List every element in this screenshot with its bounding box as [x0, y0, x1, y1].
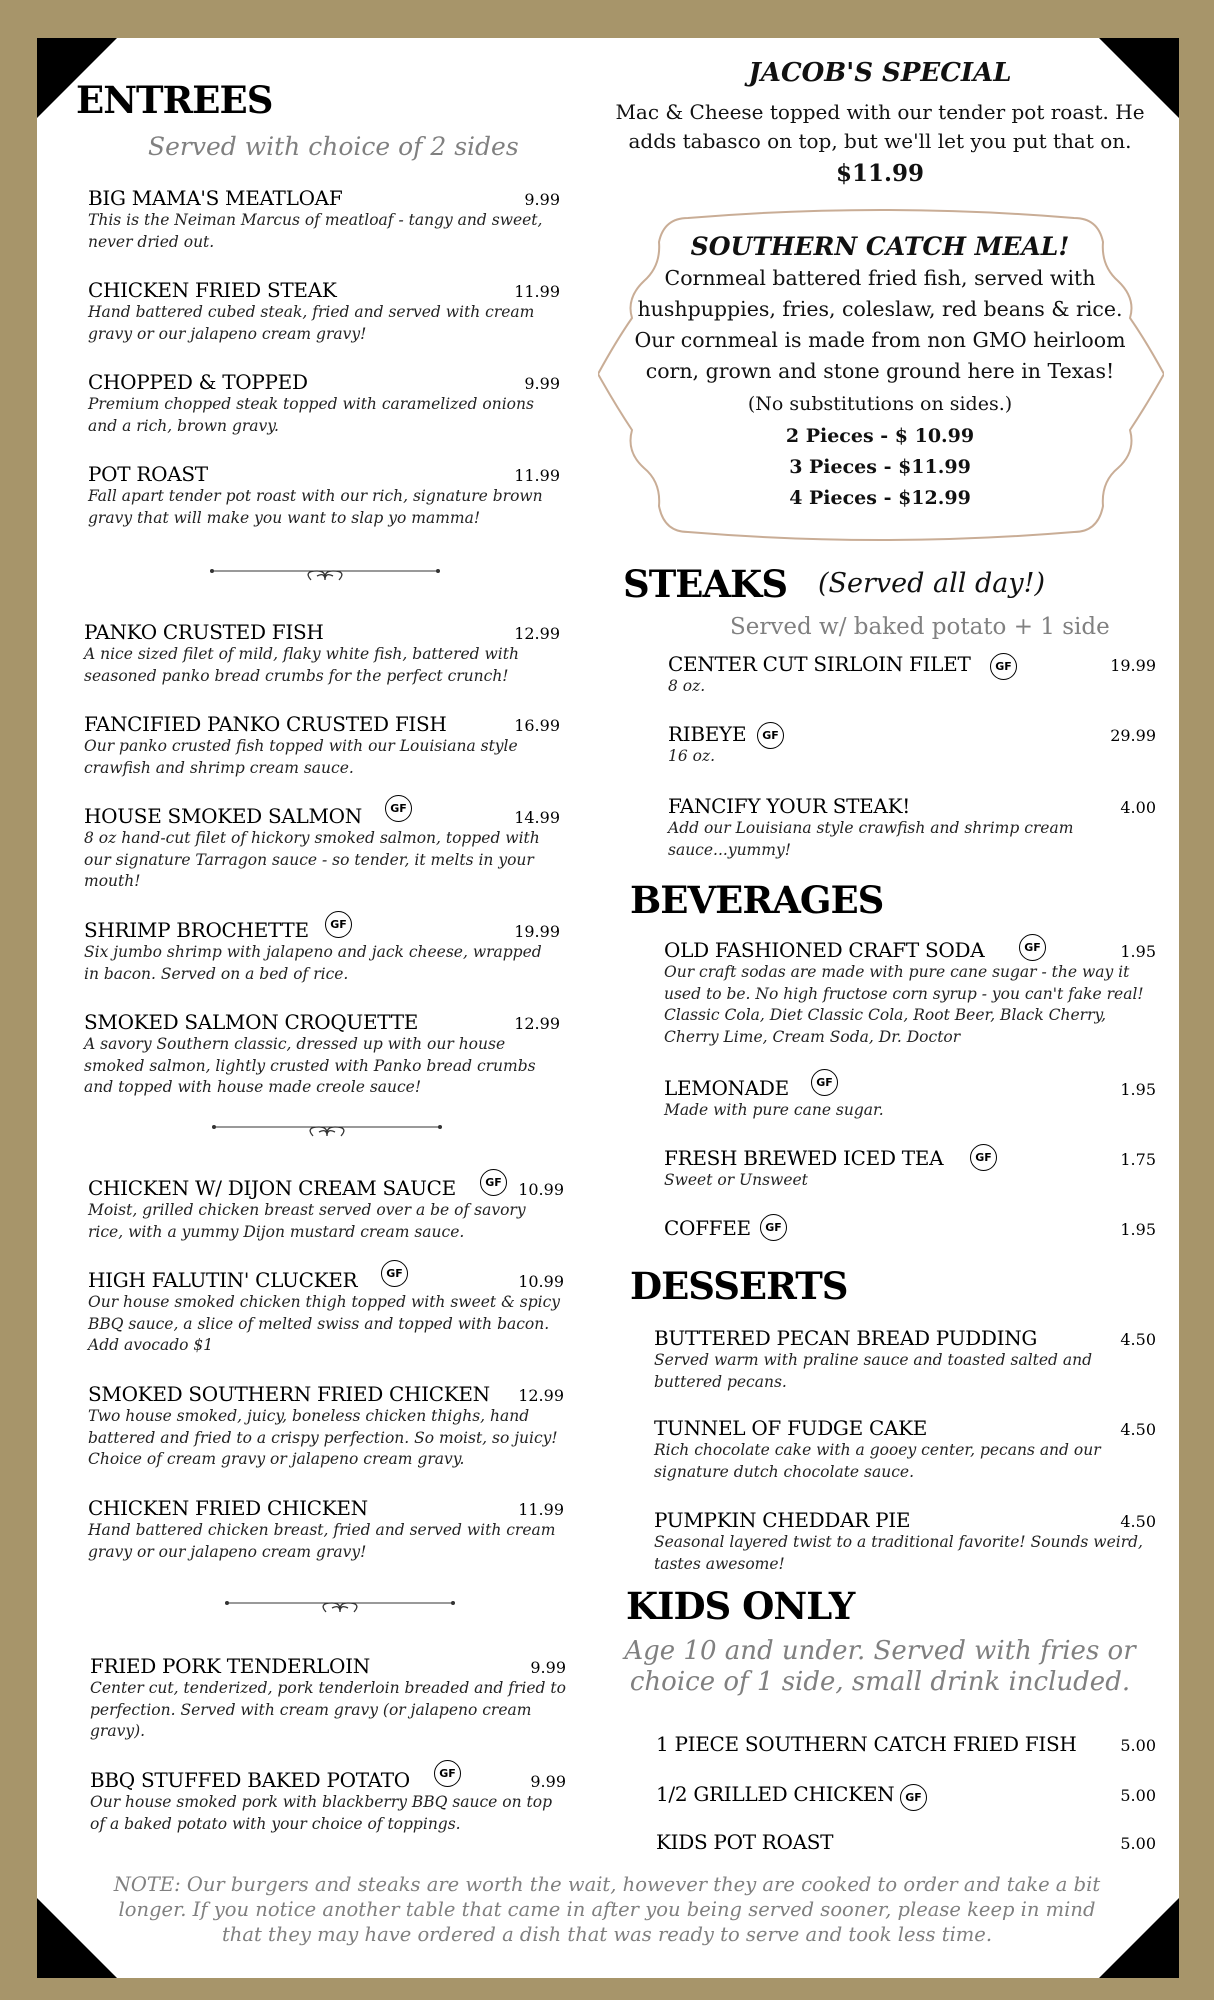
- menu-item: [84, 620, 560, 687]
- item-price: 11.99: [518, 1500, 564, 1519]
- item-price: 9.99: [530, 1772, 566, 1791]
- steaks-tagline: (Served all day!): [818, 568, 1045, 599]
- southern-catch-description: Cornmeal battered fried fish, served with hushpuppies, fries, coleslaw, red beans & rice. Our cornmeal is made from non GMO heirloom corn, grown and stone ground here in Texas!: [634, 266, 1126, 383]
- item-name: OLD FASHIONED CRAFT SODA: [664, 938, 985, 962]
- item-name: PANKO CRUSTED FISH: [84, 620, 324, 644]
- southern-catch-box: [620, 232, 1140, 514]
- item-price: 5.00: [1120, 1834, 1156, 1853]
- item-name: FANCIFIED PANKO CRUSTED FISH: [84, 712, 447, 736]
- item-description: Made with pure cane sugar.: [664, 1101, 884, 1119]
- item-description: Hand battered chicken breast, fried and served with cream gravy or our jalapeno cream gravy!: [88, 1521, 556, 1561]
- item-price: 14.99: [514, 808, 560, 827]
- item-description: Our craft sodas are made with pure cane sugar - the way it used to be. No high fructose corn syrup - you can't fake real! Classic Cola, Diet Classic Cola, Root Beer, Black Cherry, Cherry Lime, Cream Soda, Dr. Doctor: [664, 963, 1144, 1046]
- item-price: 12.99: [514, 1014, 560, 1033]
- item-description: Served warm with praline sauce and toasted salted and buttered pecans.: [654, 1351, 1093, 1391]
- menu-item: [668, 794, 1156, 861]
- item-price: 19.99: [1110, 656, 1156, 675]
- item-price: 10.99: [518, 1180, 564, 1199]
- item-description: Premium chopped steak topped with caramelized onions and a rich, brown gravy.: [88, 395, 534, 435]
- item-name: TUNNEL OF FUDGE CAKE: [654, 1416, 928, 1440]
- item-price: 11.99: [514, 466, 560, 485]
- item-price: 5.00: [1120, 1736, 1156, 1755]
- menu-item: [84, 918, 560, 985]
- item-price: 12.99: [514, 624, 560, 643]
- item-description: This is the Neiman Marcus of meatloaf - tangy and sweet, never dried out.: [88, 211, 543, 251]
- gluten-free-icon: GF: [970, 1144, 997, 1171]
- item-description: A nice sized filet of mild, flaky white fish, battered with seasoned panko bread crumbs for the perfect crunch!: [84, 645, 519, 685]
- gluten-free-icon: GF: [811, 1069, 838, 1096]
- menu-item: [668, 652, 1156, 698]
- item-name: COFFEE: [664, 1216, 751, 1240]
- item-description: Our house smoked chicken thigh topped with sweet & spicy BBQ sauce, a slice of melted swiss and topped with bacon. Add avocado $1: [88, 1293, 561, 1354]
- item-name: FANCIFY YOUR STEAK!: [668, 794, 910, 818]
- item-name: 1/2 GRILLED CHICKEN: [656, 1782, 895, 1806]
- menu-item: [654, 1326, 1156, 1393]
- steaks-subtitle: Served w/ baked potato + 1 side: [730, 614, 1110, 640]
- menu-item: [88, 1382, 564, 1471]
- southern-catch-price: 4 Pieces - $12.99: [789, 487, 971, 509]
- item-name: SHRIMP BROCHETTE: [84, 918, 309, 942]
- item-name: FRESH BREWED ICED TEA: [664, 1146, 944, 1170]
- item-name: POT ROAST: [88, 462, 208, 486]
- menu-item: [88, 462, 560, 529]
- item-description: Seasonal layered twist to a traditional favorite! Sounds weird, tastes awesome!: [654, 1533, 1143, 1573]
- gluten-free-icon: GF: [1019, 934, 1046, 961]
- gluten-free-icon: GF: [990, 653, 1017, 680]
- menu-item: [88, 278, 560, 345]
- entrees-subtitle: Served with choice of 2 sides: [148, 132, 519, 161]
- item-description: Center cut, tenderized, pork tenderloin breaded and fried to perfection. Served with cream gravy (or jalapeno cream gravy).: [90, 1679, 566, 1740]
- gluten-free-icon: GF: [385, 795, 412, 822]
- item-name: SMOKED SOUTHERN FRIED CHICKEN: [88, 1382, 490, 1406]
- entrees-title: ENTREES: [76, 78, 273, 122]
- item-description: Rich chocolate cake with a gooey center, pecans and our signature dutch chocolate sauce.: [654, 1441, 1101, 1481]
- menu-item: [84, 804, 560, 893]
- gluten-free-icon: GF: [900, 1784, 927, 1811]
- gluten-free-icon: GF: [760, 1214, 787, 1241]
- southern-catch-title: SOUTHERN CATCH MEAL!: [690, 232, 1070, 261]
- menu-item: [84, 1010, 560, 1099]
- item-name: BIG MAMA'S MEATLOAF: [88, 186, 343, 210]
- special-description: Mac & Cheese topped with our tender pot roast. He adds tabasco on top, but we'll let you put that on.: [615, 100, 1145, 153]
- menu-item: [664, 1216, 1156, 1242]
- gluten-free-icon: GF: [480, 1169, 507, 1196]
- ornament-divider: [210, 560, 440, 582]
- item-name: PUMPKIN CHEDDAR PIE: [654, 1508, 911, 1532]
- ornament-divider: [225, 1592, 455, 1614]
- ornament-divider: [212, 1116, 442, 1138]
- special-title: JACOB'S SPECIAL: [748, 58, 1012, 88]
- item-name: CHOPPED & TOPPED: [88, 370, 308, 394]
- item-description: Two house smoked, juicy, boneless chicken thighs, hand battered and fried to a crispy perfection. So moist, so juicy! Choice of cream gravy or jalapeno cream gravy.: [88, 1407, 558, 1468]
- item-description: Six jumbo shrimp with jalapeno and jack cheese, wrapped in bacon. Served on a bed of rice.: [84, 943, 542, 983]
- gluten-free-icon: GF: [757, 722, 784, 749]
- item-description: Hand battered cubed steak, fried and served with cream gravy or our jalapeno cream gravy!: [88, 303, 535, 343]
- menu-item: [88, 370, 560, 437]
- kids-title: KIDS ONLY: [626, 1584, 855, 1628]
- menu-item: [664, 1076, 1156, 1122]
- menu-item: [664, 1146, 1156, 1192]
- item-name: BUTTERED PECAN BREAD PUDDING: [654, 1326, 1038, 1350]
- item-price: 10.99: [518, 1272, 564, 1291]
- item-price: 11.99: [514, 282, 560, 301]
- item-name: KIDS POT ROAST: [656, 1830, 834, 1854]
- item-description: Moist, grilled chicken breast served over a be of savory rice, with a yummy Dijon mustard cream sauce.: [88, 1201, 526, 1241]
- menu-item: [90, 1654, 566, 1743]
- item-price: 1.75: [1120, 1150, 1156, 1169]
- menu-item: [654, 1508, 1156, 1575]
- item-name: RIBEYE: [668, 722, 747, 746]
- menu-item: [90, 1768, 566, 1835]
- item-name: 1 PIECE SOUTHERN CATCH FRIED FISH: [656, 1732, 1077, 1756]
- item-name: BBQ STUFFED BAKED POTATO: [90, 1768, 410, 1792]
- menu-item: [656, 1732, 1156, 1758]
- item-description: 8 oz.: [668, 677, 706, 695]
- item-price: 5.00: [1120, 1786, 1156, 1805]
- item-price: 1.95: [1120, 1080, 1156, 1099]
- menu-item: [664, 938, 1156, 1048]
- gluten-free-icon: GF: [381, 1260, 408, 1287]
- item-price: 1.95: [1120, 942, 1156, 961]
- footer-note: NOTE: Our burgers and steaks are worth the wait, however they are cooked to order and take a bit longer. If you notice another table that came in after you being served sooner, please keep in mind that they may have ordered a dish that was ready to serve and took less time.: [113, 1873, 1101, 1946]
- item-name: HIGH FALUTIN' CLUCKER: [88, 1268, 358, 1292]
- item-price: 9.99: [530, 1658, 566, 1677]
- item-description: 8 oz hand-cut filet of hickory smoked salmon, topped with our signature Tarragon sauce - so tender, it melts in your mouth!: [84, 829, 540, 890]
- item-price: 9.99: [524, 190, 560, 209]
- item-description: Our panko crusted fish topped with our Louisiana style crawfish and shrimp cream sauce.: [84, 737, 518, 777]
- item-price: 4.50: [1120, 1420, 1156, 1439]
- steaks-title: STEAKS: [623, 562, 788, 606]
- item-price: 29.99: [1110, 726, 1156, 745]
- gluten-free-icon: GF: [434, 1760, 461, 1787]
- item-name: CHICKEN FRIED CHICKEN: [88, 1496, 368, 1520]
- item-price: 9.99: [524, 374, 560, 393]
- southern-catch-price: 3 Pieces - $11.99: [789, 456, 971, 478]
- item-price: 1.95: [1120, 1220, 1156, 1239]
- southern-catch-note: (No substitutions on sides.): [747, 393, 1013, 415]
- menu-item: [88, 1496, 564, 1563]
- southern-catch-price: 2 Pieces - $ 10.99: [785, 425, 975, 447]
- item-price: 4.50: [1120, 1330, 1156, 1349]
- item-price: 4.00: [1120, 798, 1156, 817]
- menu-item: [656, 1830, 1156, 1856]
- item-price: 12.99: [518, 1386, 564, 1405]
- item-name: LEMONADE: [664, 1076, 789, 1100]
- special-price: $11.99: [835, 160, 925, 187]
- item-description: A savory Southern classic, dressed up with our house smoked salmon, lightly crusted with Panko bread crumbs and topped with house made creole sauce!: [84, 1035, 536, 1096]
- item-name: CHICKEN W/ DIJON CREAM SAUCE: [88, 1176, 456, 1200]
- item-name: SMOKED SALMON CROQUETTE: [84, 1010, 419, 1034]
- item-price: 19.99: [514, 922, 560, 941]
- desserts-title: DESSERTS: [630, 1264, 848, 1308]
- item-name: CHICKEN FRIED STEAK: [88, 278, 337, 302]
- item-description: Add our Louisiana style crawfish and shrimp cream sauce...yummy!: [668, 819, 1074, 859]
- menu-item: [88, 1268, 564, 1357]
- item-price: 4.50: [1120, 1512, 1156, 1531]
- item-name: FRIED PORK TENDERLOIN: [90, 1654, 370, 1678]
- item-description: Sweet or Unsweet: [664, 1171, 808, 1189]
- kids-subtitle: Age 10 and under. Served with fries or choice of 1 side, small drink included.: [624, 1636, 1136, 1697]
- menu-item: [668, 722, 1156, 768]
- item-name: HOUSE SMOKED SALMON: [84, 804, 362, 828]
- item-description: 16 oz.: [668, 747, 716, 765]
- beverages-title: BEVERAGES: [630, 878, 884, 922]
- menu-item: [88, 186, 560, 253]
- menu-item: [84, 712, 560, 779]
- menu-item: [654, 1416, 1156, 1483]
- item-description: Fall apart tender pot roast with our rich, signature brown gravy that will make you want to slap yo mamma!: [88, 487, 543, 527]
- gluten-free-icon: GF: [325, 911, 352, 938]
- item-name: CENTER CUT SIRLOIN FILET: [668, 652, 971, 676]
- item-description: Our house smoked pork with blackberry BBQ sauce on top of a baked potato with your choice of toppings.: [90, 1793, 553, 1833]
- item-price: 16.99: [514, 716, 560, 735]
